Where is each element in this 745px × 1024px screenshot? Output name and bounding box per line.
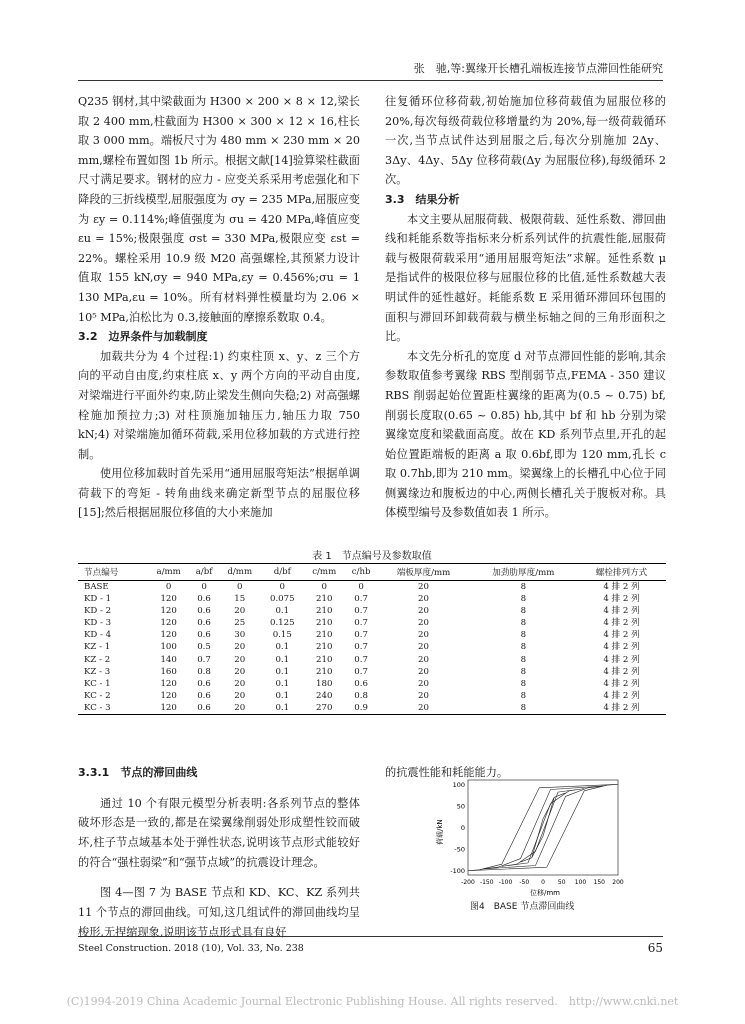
table-cell: 8 [520, 582, 527, 592]
table-row [78, 581, 666, 594]
table-cell: 8 [520, 594, 527, 605]
table-cell: 0.7 [354, 666, 368, 677]
table-row [78, 690, 666, 702]
table-cell: 0.7 [354, 606, 368, 617]
table-cell: 0.6 [197, 678, 211, 689]
table-cell: 4 排 2 列 [603, 690, 640, 701]
table-cell: KD - 3 [84, 618, 112, 629]
table-cell: KC - 3 [78, 702, 148, 715]
table-cell: 20 [418, 618, 429, 629]
page-number: 65 [647, 941, 663, 955]
table-cell: 0.1 [275, 690, 290, 701]
table-cell: 0.1 [275, 654, 290, 665]
table-cell: 210 [316, 606, 333, 617]
table-cell: 4 排 2 列 [603, 654, 640, 665]
table-cell: 120 [160, 678, 177, 689]
figure-caption: 图4 BASE 节点滞回曲线 [470, 902, 575, 912]
table-header-row [78, 564, 666, 581]
table-cell: 0.6 [197, 606, 211, 617]
continued-text: 的抗震性能和耗能能力。 [385, 766, 509, 780]
y-tick-label: -50 [454, 845, 465, 854]
table-cell: 120 [160, 630, 177, 641]
failure-paragraph: 通过 10 个有限元模型分析表明:各系列节点的整体破坏形态是一致的,都是在梁翼缘削弱处形成塑性铰而破坏,柱子节点域基本处于弹性状态,说明该节点形式能较好的符合“强柱弱梁”和“强节点域”的抗震设计理念。 [78, 796, 360, 869]
table-cell: 20 [234, 606, 246, 617]
table-cell: 120 [160, 690, 177, 701]
table-cell: 4 排 2 列 [577, 702, 666, 715]
table-header-cell: a/mm [148, 564, 190, 581]
table-cell: 270 [304, 702, 345, 715]
x-tick-label: 200 [612, 879, 624, 886]
table-cell: 120 [160, 594, 177, 605]
table-cell: 0.1 [275, 606, 290, 617]
table-header-cell: d/bf [261, 564, 303, 581]
table-cell: 0.7 [354, 642, 368, 653]
x-tick-label: -150 [479, 879, 494, 886]
plot-frame [468, 780, 618, 875]
table-cell: 240 [316, 690, 333, 701]
table-cell: 0 [358, 582, 364, 592]
analysis-paragraph: 本文主要从屈服荷载、极限荷载、延性系数、滞回曲线和耗能系数等指标来分析系列试件的抗震性能,屈服荷载与极限荷载采用“通用屈服弯矩法”求解。延性系数 μ 是指试件的极限位移与屈服位移的比值,延性系数越大表明试件的延性越好。耗能系数 E 采用循环滞回环包围的面积与滞回环卸载荷载与横坐标轴之间的三角形面积之比。 [385, 212, 666, 344]
parameter-paragraph: 本文先分析孔的宽度 d 对节点滞回性能的影响,其余参数取值参考翼缘 RBS 型削弱节点,FEMA - 350 建议 RBS 削弱起始位置距柱翼缘的距离为(0.5 ~ 0.75) bf,削弱长度取(0.65 ~ 0.85) hb,其中 bf 和 hb 分别为梁翼缘宽度和梁截面高度。故在 KD 系列节点里,开孔的起始位置距端板的距离 a 取 0.6bf,即为 120 mm,孔长 c 取 0.7hb,即为 210 mm。梁翼缘上的长槽孔中心位于同侧翼缘边和腹板边的中心,两侧长槽孔关于腹板对称。具体模型编号及参数值如表 1 所示。 [385, 349, 666, 520]
table-cell: KC - 1 [84, 678, 111, 689]
table-cell: 4 排 2 列 [603, 642, 640, 653]
table-cell: KZ - 1 [84, 642, 111, 653]
table-header-cell: 加劲肋厚度/mm [470, 564, 577, 581]
table-cell: 0 [165, 582, 172, 592]
table-cell: 8 [520, 606, 527, 617]
table-cell: 210 [316, 630, 333, 641]
hysteresis-loop-loop4 [468, 784, 618, 870]
table-cell: 0.6 [197, 630, 211, 641]
y-axis-label: 荷载/kN [436, 819, 444, 845]
table-cell: 30 [234, 630, 246, 641]
table-cell: 20 [418, 654, 429, 665]
table-cell: KZ - 2 [84, 654, 111, 665]
table-cell: 4 排 2 列 [603, 618, 640, 629]
table-cell: KD - 1 [84, 594, 112, 605]
table-cell: 0.6 [354, 678, 368, 689]
hysteresis-loop-loop1 [521, 793, 566, 862]
table-cell: 0.5 [197, 642, 211, 653]
x-tick-label: 150 [593, 879, 605, 886]
table-row [78, 641, 666, 653]
table-cell: 0.1 [275, 678, 290, 689]
table-cell: 0 [201, 582, 207, 592]
hysteresis-chart [430, 775, 630, 897]
table-cell: 4 排 2 列 [603, 678, 640, 689]
x-axis-label: 位移/mm [530, 889, 560, 897]
section-3-3-1 [78, 752, 360, 953]
x-tick-label: -200 [461, 879, 475, 886]
table-cell: 20 [418, 630, 429, 641]
table-cell: 0.7 [354, 618, 368, 629]
table-header-cell: c/hb [345, 564, 377, 581]
table-cell: 0.7 [354, 654, 368, 665]
table-cell: 0.125 [269, 618, 295, 629]
table-cell: 20 [418, 594, 429, 605]
journal-info: Steel Construction. 2018 (10), Vol. 33, No. 238 [78, 943, 304, 954]
table-cell: 25 [234, 618, 246, 629]
table-cell: 0 [321, 582, 327, 592]
table-row [78, 666, 666, 678]
table-cell: KD - 2 [84, 606, 112, 617]
running-title: 张 驰,等:翼缘开长槽孔端板连接节点滞回性能研究 [413, 62, 663, 75]
x-tick-label: -100 [498, 879, 513, 886]
table-cell: 20 [418, 678, 429, 689]
table-cell: 0.1 [275, 666, 290, 677]
table-cell: 15 [234, 594, 246, 605]
table-cell: 0 [279, 582, 286, 592]
table-cell: 8 [520, 654, 527, 665]
table-cell: 20 [418, 666, 429, 677]
table-cell: 0.7 [354, 630, 368, 641]
table-cell: 20 [234, 678, 246, 689]
table-cell: 0.6 [197, 618, 211, 629]
table-header-cell: 节点编号 [78, 564, 148, 581]
table-cell: 120 [148, 702, 190, 715]
section-3-3-1-heading: 3.3.1 节点的滞回曲线 [78, 766, 198, 779]
table-cell: 100 [160, 642, 177, 653]
table-cell: BASE [84, 582, 109, 592]
table-cell: 120 [160, 606, 177, 617]
table-cell: 4 排 2 列 [603, 582, 640, 592]
x-tick-label: 0 [541, 879, 545, 886]
table-cell: 0.6 [197, 594, 211, 605]
table-cell: 8 [520, 618, 527, 629]
table-cell: 8 [520, 678, 527, 689]
table-cell: 0.075 [269, 594, 295, 605]
table-cell: 20 [418, 582, 429, 592]
table-cell: 8 [520, 630, 527, 641]
y-tick-label: 50 [456, 802, 465, 811]
table-cell: 20 [234, 690, 246, 701]
table-header-cell: d/mm [218, 564, 261, 581]
table-cell: 20 [234, 654, 246, 665]
running-header [78, 58, 663, 81]
material-paragraph: Q235 钢材,其中梁截面为 H300 × 200 × 8 × 12,梁长取 2 400 mm,柱截面为 H300 × 300 × 12 × 16,柱长取 3 000 mm。端板尺寸为 480 mm × 230 mm × 20 mm,螺栓布置如图 1b 所示。根据文献[14]验算梁柱截面尺寸满足要求。钢材的应力 - 应变关系采用考虑强化和下降段的三折线模型,屈服强度为 σy = 235 MPa,屈服应变为 εy = 0.114%;峰值强度为 σu = 420 MPa,峰值应变 εu = 15%;极限强度 σst = 330 MPa,极限应变 εst = 22%。螺栓采用 10.9 级 M20 高强螺栓,其预紧力设计值取 155 kN,σy = 940 MPa,εy = 0.456%;σu = 1 130 MPa,εu = 10%。所有材料弹性模量均为 2.06 × 10⁵ MPa,泊松比为 0.3,接触面的摩擦系数取 0.4。 [78, 95, 360, 324]
table-cell: KZ - 3 [84, 666, 111, 677]
table-cell: 0.15 [272, 630, 292, 641]
table-cell: 210 [316, 654, 333, 665]
cyclic-paragraph: 往复循环位移荷载,初始施加位移荷载值为屈服位移的 20%,每次每级荷载位移增量约为 20%,每一级荷载循环一次,当节点试件达到屈服之后,每次分别施加 2Δy、3Δy、4Δy、5Δy 位移荷载(Δy 为屈服位移),每级循环 2 次。 [385, 95, 666, 187]
y-tick-label: 100 [452, 780, 465, 789]
table-cell: 0.1 [275, 642, 290, 653]
table-cell: 4 排 2 列 [603, 666, 640, 677]
table-header-cell: c/mm [304, 564, 345, 581]
hysteresis-paragraph: 图 4—图 7 为 BASE 节点和 KD、KC、KZ 系列共 11 个节点的滞回曲线。可知,这几组试件的滞回曲线均呈梭形,无捏缩现象,说明该节点形式具有良好 [78, 886, 360, 939]
section-3-2-heading: 3.2 边界条件与加载制度 [78, 330, 208, 344]
page-footer [78, 936, 663, 957]
table-cell: 20 [218, 702, 261, 715]
table-cell: 210 [316, 594, 333, 605]
table-cell: 120 [160, 618, 177, 629]
loading-paragraph: 使用位移加载时首先采用“通用屈服弯矩法”根据单调荷载下的弯矩 - 转角曲线来确定新型节点的屈服位移[15];然后根据屈服位移值的大小来施加 [78, 467, 360, 520]
table-cell: 8 [520, 690, 527, 701]
table-cell: 4 排 2 列 [603, 630, 640, 641]
parameter-table [78, 563, 666, 715]
table-cell: 20 [418, 606, 429, 617]
table-cell: 20 [377, 702, 469, 715]
left-column [78, 92, 360, 523]
table-row [78, 702, 666, 715]
table-cell: 0.9 [345, 702, 377, 715]
x-tick-label: -50 [519, 879, 530, 886]
section-3-3-heading: 3.3 结果分析 [385, 192, 460, 206]
y-tick-label: -100 [450, 867, 465, 876]
table-row [78, 617, 666, 629]
table-header-cell: 端板厚度/mm [377, 564, 469, 581]
table-header-cell: a/bf [190, 564, 219, 581]
table-cell: KC - 2 [84, 690, 111, 701]
table-cell: 0.7 [197, 654, 211, 665]
table-cell: 0.8 [354, 690, 368, 701]
right-column [385, 92, 666, 523]
table-cell: KD - 4 [84, 630, 112, 641]
table-cell: 8 [520, 666, 527, 677]
table-cell: 160 [160, 666, 177, 677]
table-cell: 0.6 [190, 702, 219, 715]
table-cell: 20 [234, 642, 246, 653]
x-tick-label: 100 [574, 879, 587, 886]
table-cell: 20 [418, 642, 429, 653]
table-cell: 0.1 [261, 702, 303, 715]
table-cell: 180 [316, 678, 333, 689]
hysteresis-loop-loop3 [483, 786, 603, 869]
x-tick-label: 50 [557, 879, 566, 886]
table-row [78, 605, 666, 617]
table-cell: 20 [234, 666, 246, 677]
table-cell: 210 [316, 618, 333, 629]
table-cell: 8 [470, 702, 577, 715]
table-cell: 4 排 2 列 [603, 606, 640, 617]
table-row [78, 678, 666, 690]
table-row [78, 654, 666, 666]
copyright-watermark: (C)1994-2019 China Academic Journal Electronic Publishing House. All rights reserved. http://www.cnki.net [66, 995, 679, 1008]
table-cell: 8 [520, 642, 527, 653]
table-cell: 140 [160, 654, 177, 665]
table-row [78, 593, 666, 605]
table-cell: 210 [316, 666, 333, 677]
hysteresis-loop-loop2 [502, 789, 585, 867]
table-cell: 20 [418, 690, 429, 701]
table-header-cell: 螺栓排列方式 [577, 564, 666, 581]
y-tick-label: 0 [460, 824, 465, 832]
table-cell: 0.6 [197, 690, 211, 701]
table-cell: 0.8 [197, 666, 211, 677]
table-cell: 0.7 [354, 594, 368, 605]
table-cell: 4 排 2 列 [603, 594, 640, 605]
table-caption: 表 1 节点编号及参数取值 [312, 551, 432, 562]
boundary-paragraph: 加载共分为 4 个过程:1) 约束柱顶 x、y、z 三个方向的平动自由度,约束柱底 x、y 两个方向的平动自由度,对梁端进行平面外约束,防止梁发生侧向失稳;2) 对高强螺栓施加预拉力;3) 对柱顶施加轴压力,轴压力取 750 kN;4) 对梁端施加循环荷载,采用位移加载的方式进行控制。 [78, 349, 360, 461]
table-cell: 210 [316, 642, 333, 653]
table-cell: 0 [237, 582, 243, 592]
table-row [78, 629, 666, 641]
